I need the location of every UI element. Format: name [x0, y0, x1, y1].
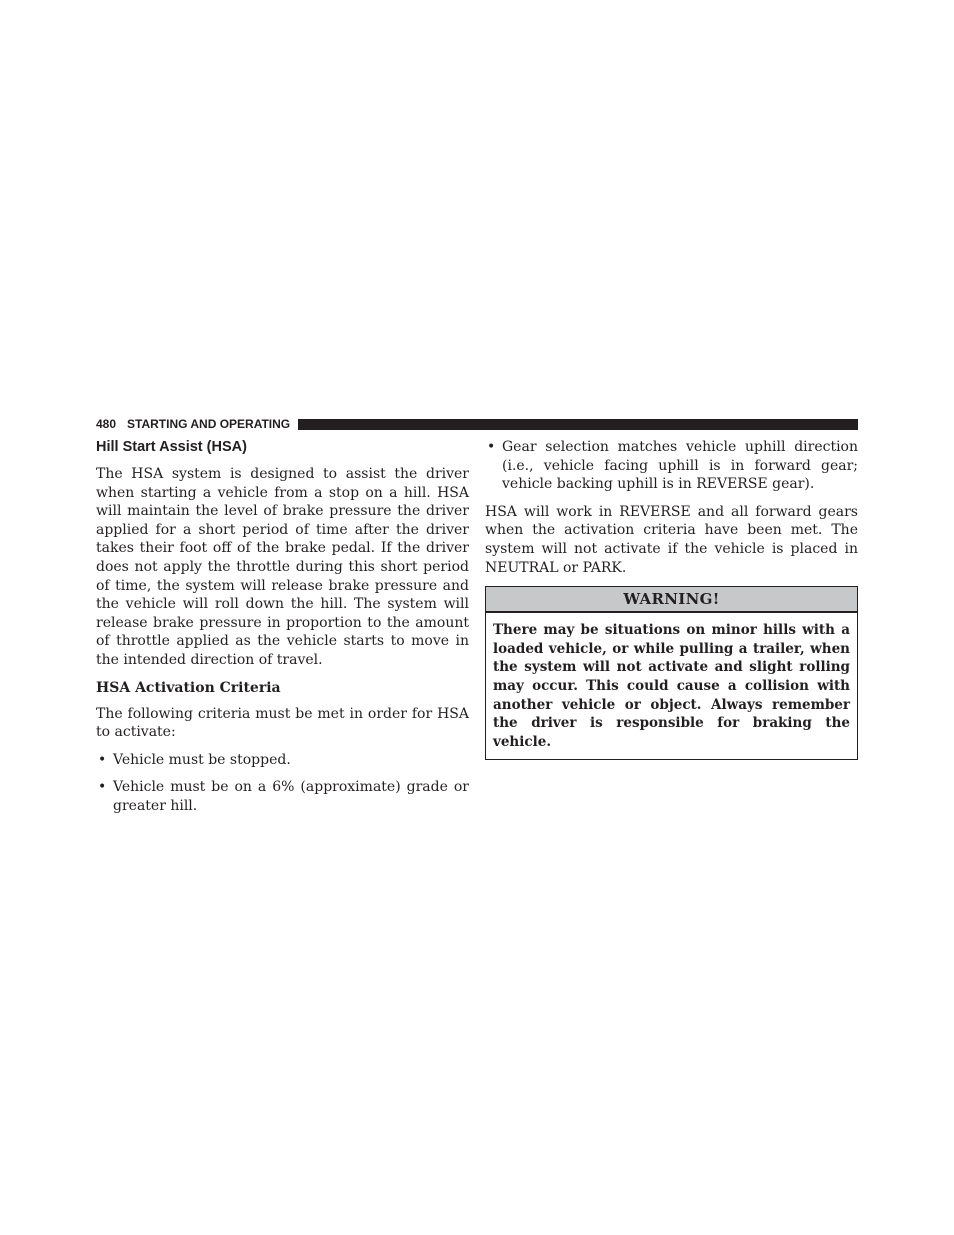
hsa-heading: Hill Start Assist (HSA) — [96, 439, 247, 455]
right-column — [485, 438, 858, 760]
header-rule — [298, 419, 858, 430]
criteria-list-left — [96, 751, 469, 816]
section-title: STARTING AND OPERATING — [127, 417, 291, 431]
bullet-icon: • — [98, 779, 107, 796]
page-header — [96, 417, 858, 431]
reverse-gears-paragraph: HSA will work in REVERSE and all forward gears when the activation criteria have been met. The system will not activate if the vehicle is placed in NEUTRAL or PARK. — [485, 503, 858, 576]
warning-text: There may be situations on minor hills with a loaded vehicle, or while pulling a trailer, when the system will not activate and slight rolling may occur. This could cause a collision with another vehicle or object. Always remember the driver is responsible for braking the vehicle. — [493, 622, 850, 750]
left-column — [96, 438, 469, 825]
list-item: • Gear selection matches vehicle uphill direction (i.e., vehicle facing uphill is in forward gear; vehicle backing uphill is in REVERSE gear). — [487, 439, 858, 493]
list-item: • Vehicle must be stopped. — [98, 751, 291, 768]
bullet-icon: • — [487, 439, 496, 455]
bullet-icon: • — [98, 751, 107, 768]
warning-title: WARNING! — [486, 587, 857, 613]
hsa-intro-paragraph: The HSA system is designed to assist the driver when starting a vehicle from a stop on a hill. HSA will maintain the level of brake pressure the driver applied for a short period of time after the driver takes their foot off of the brake pedal. If the driver does not apply the throttle during this short period of time, the system will release brake pressure and the vehicle will roll down the hill. The system will release brake pressure in proportion to the amount of throttle applied as the vehicle starts to move in the intended direction of travel. — [96, 466, 469, 668]
activation-criteria-heading: HSA Activation Criteria — [96, 679, 281, 696]
criteria-intro-paragraph: The following criteria must be met in order for HSA to activate: — [96, 705, 469, 741]
list-item: • Vehicle must be on a 6% (approximate) grade or greater hill. — [98, 779, 469, 814]
warning-box — [485, 586, 858, 760]
criteria-list-right — [485, 438, 858, 494]
page-number: 480 — [96, 417, 117, 431]
